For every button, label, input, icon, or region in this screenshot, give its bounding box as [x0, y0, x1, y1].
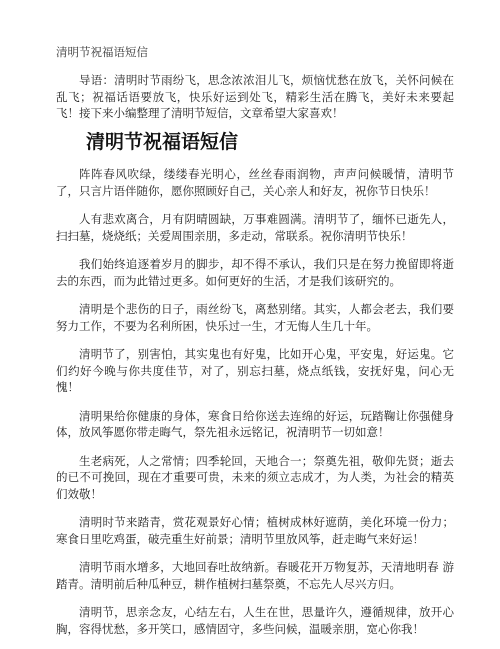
intro-paragraph: 导语：清明时节雨纷飞，思念浓浓泪儿飞，烦恼忧愁在放飞，关怀问候在 乱飞；祝福话语要放飞，快乐好运到处飞，精彩生活在腾飞，美好未来要起 飞！接下来小编整理了清明节短信，文章希望大家喜欢！ — [56, 73, 454, 120]
article-title: 清明节祝福语短信 — [86, 131, 239, 153]
body-paragraph: 生老病死，人之常情；四季轮回，天地合一；祭奠先祖，敬仰先贤；逝去 的已不可挽回，现在才重要可贵，未来的须立志成才，为人类，为社会的精英 们效敬！ — [56, 453, 454, 501]
body-paragraph: 清明节了，别害怕，其实鬼也有好鬼，比如开心鬼，平安鬼，好运鬼。它 们约好今晚与你共度佳节，对了，别忘扫墓，烧点纸钱，安抚好鬼，问心无 愧！ — [56, 347, 454, 394]
document-header: 清明节祝福语短信 — [56, 45, 148, 59]
body-paragraph: 阵阵春风吹绿，缕缕春光明心，丝丝春雨润物，声声问候暖情，清明节 了，只言片语伴随你，愿你照顾好自己，关心亲人和好友，祝你节日快乐！ — [56, 167, 454, 198]
body-paragraph: 清明果给你健康的身体，寒食日给你送去连绵的好运，玩踏鞠让你强健身 体，放风筝愿你带走晦气，祭先祖永远铭记，祝清明节一切如意！ — [56, 408, 454, 439]
body-paragraph: 清明时节来踏青，赏花观景好心情；植树成林好遮荫，美化环境一份力； 寒食日里吃鸡蛋，破壳重生好前景；清明节里放风筝，赶走晦气来好运！ — [56, 515, 454, 546]
body-paragraph: 人有悲欢离合，月有阴晴圆缺，万事难圆满。清明节了，缅怀已逝先人， 扫扫墓，烧烧纸；关爱周围亲朋，多走动，常联系。祝你清明节快乐！ — [56, 212, 454, 243]
body-paragraph: 清明节雨水增多，大地回春吐故纳新。春暖花开万物复苏，天清地明春 游踏青。清明前后种瓜种豆，耕作植树扫墓祭奠，不忘先人尽兴方归。 — [56, 560, 454, 591]
body-paragraph: 清明是个悲伤的日子，雨丝纷飞，离愁别绪。其实，人都会老去，我们要 努力工作，不要为名利所困，快乐过一生，才无悔人生几十年。 — [56, 302, 454, 333]
body-paragraph: 我们始终追逐着岁月的脚步，却不得不承认，我们只是在努力挽留即将逝 去的东西，而为此错过更多。如何更好的生活，才是我们该研究的。 — [56, 257, 454, 288]
body-paragraph: 清明节，思亲念友，心结左右，人生在世，思量许久，遵循规律，放开心 胸，容得忧愁，多开笑口，感情固守，多些问候，温暖亲朋，宽心你我！ — [56, 605, 454, 636]
article-body — [56, 166, 454, 649]
